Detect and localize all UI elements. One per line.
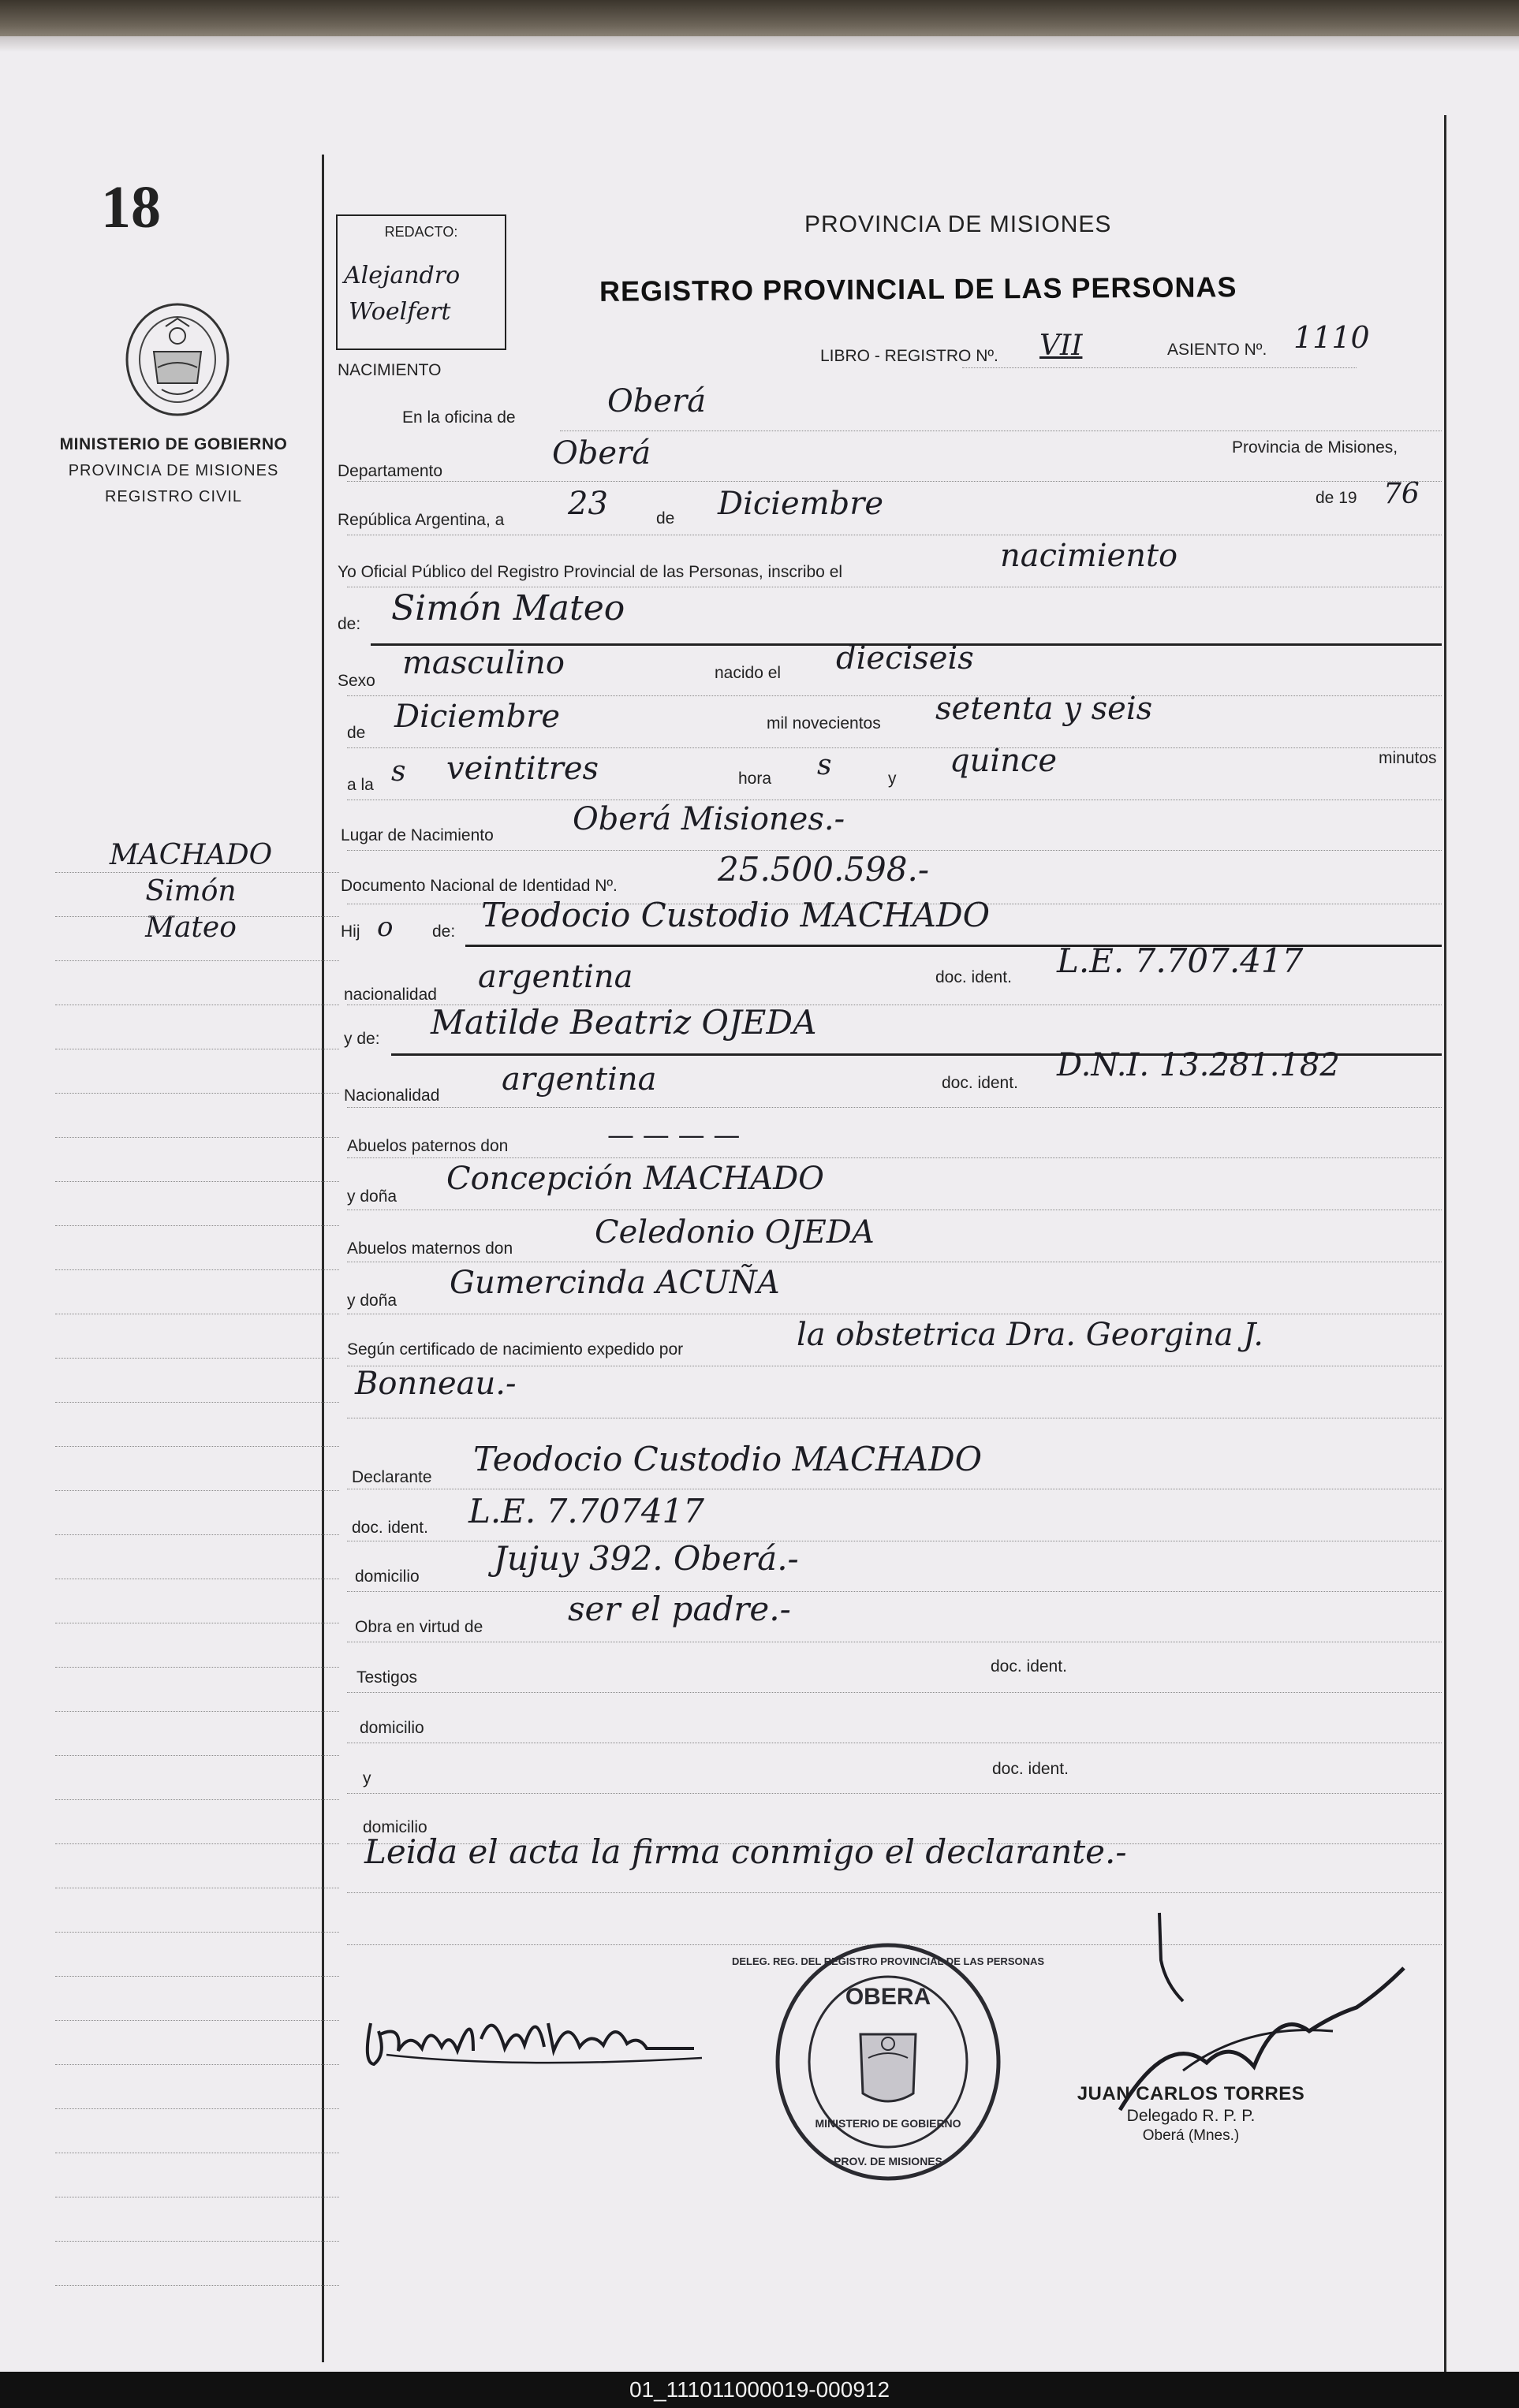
scan-top-edge: [0, 0, 1519, 36]
sexo-value: masculino: [402, 645, 565, 681]
doc-ident-madre-label: doc. ident.: [942, 1074, 1018, 1092]
margin-first-name: Simón: [145, 875, 237, 908]
hijo-de-label: de:: [432, 923, 456, 941]
abuelos-maternos-label: Abuelos maternos don: [347, 1239, 513, 1258]
nacido-label: nacido el: [715, 664, 782, 682]
inscribe-value: nacimiento: [1000, 538, 1178, 574]
margin-ruled-line: [55, 1755, 339, 1756]
delegado-city: Oberá (Mnes.): [1142, 2127, 1240, 2144]
abuela-paterna-value: Concepción MACHADO: [446, 1161, 824, 1197]
lugar-label: Lugar de Nacimiento: [341, 826, 494, 844]
margin-divider-line: [322, 155, 324, 2362]
documento-label: Documento Nacional de Identidad Nº.: [341, 877, 618, 895]
hijo-suffix-value: o: [377, 911, 394, 943]
ruled-line: [347, 1892, 1442, 1893]
ruled-line: [347, 1107, 1442, 1108]
mil-label: mil novecientos: [767, 714, 881, 732]
a-la-value: veintitres: [446, 751, 599, 787]
minutos-label: minutos: [1379, 749, 1437, 767]
margin-ruled-line: [55, 916, 339, 917]
republica-label: República Argentina, a: [338, 511, 505, 529]
declarant-signature-icon: [355, 1976, 718, 2078]
certificado-continuation-value: Bonneau.-: [355, 1366, 517, 1402]
header-province: PROVINCIA DE MISIONES: [804, 211, 1112, 237]
declarante-domicilio-value: Jujuy 392. Oberá.-: [494, 1539, 799, 1578]
de-label: de: [656, 509, 675, 527]
dia-value: 23: [568, 486, 608, 522]
ruled-line: [347, 1157, 1442, 1158]
ruled-line: [347, 747, 1442, 748]
margin-ruled-line: [55, 1932, 339, 1933]
ministry-block: [55, 435, 292, 506]
y-de-label: y de:: [344, 1030, 380, 1048]
hora-value: s: [817, 749, 832, 781]
asiento-label: ASIENTO Nº.: [1167, 341, 1267, 359]
ministry-registry: REGISTRO CIVIL: [104, 488, 243, 505]
ruled-line: [347, 1692, 1442, 1693]
testigos-domicilio-label: domicilio: [360, 1719, 424, 1737]
y-label: y: [888, 770, 897, 788]
margin-ruled-line: [55, 1358, 339, 1359]
segun-label: Según certificado de nacimiento expedido por: [347, 1340, 684, 1359]
y-testigo-label: y: [363, 1769, 371, 1787]
margin-ruled-line: [55, 872, 339, 873]
de-year-label: de 19: [1316, 489, 1357, 507]
abuelos-paternos-value: — — — —: [607, 1120, 741, 1151]
ruled-line: [347, 1591, 1442, 1592]
certificado-value: la obstetrica Dra. Georgina J.: [797, 1317, 1263, 1353]
nombre-value: Simón Mateo: [391, 588, 625, 628]
document-page: [0, 36, 1519, 2372]
margin-ruled-line: [55, 1843, 339, 1844]
y-dona-label: y doña: [347, 1187, 397, 1206]
declarante-value: Teodocio Custodio MACHADO: [473, 1440, 983, 1478]
margin-ruled-line: [55, 1711, 339, 1712]
a-la-label: a la: [347, 776, 374, 794]
nacido-dia-value: dieciseis: [836, 640, 974, 677]
a-la-prefix-value: s: [391, 755, 406, 788]
ruled-line: [347, 695, 1442, 696]
margin-ruled-line: [55, 1534, 339, 1535]
margin-ruled-line: [55, 2020, 339, 2021]
madre-value: Matilde Beatriz OJEDA: [431, 1003, 817, 1042]
delegado-block: [1041, 2083, 1341, 2145]
provincia-label: Provincia de Misiones,: [1232, 438, 1398, 457]
libro-value: VII: [1039, 330, 1083, 362]
de-month-label: de: [347, 724, 366, 742]
nacido-anio-value: setenta y seis: [935, 691, 1153, 727]
margin-middle-name: Mateo: [145, 911, 237, 944]
abuelos-paternos-label: Abuelos paternos don: [347, 1137, 509, 1155]
obra-label: Obra en virtud de: [355, 1618, 483, 1636]
abuelo-materno-value: Celedonio OJEDA: [595, 1214, 875, 1251]
stamp-inner-text: MINISTERIO DE GOBIERNO: [815, 2117, 961, 2130]
testigo2-domicilio-label: domicilio: [363, 1818, 427, 1836]
oficial-label: Yo Oficial Público del Registro Provincial de las Personas, inscribo el: [338, 563, 843, 581]
nacionalidad-label: nacionalidad: [344, 986, 437, 1004]
mes-value: Diciembre: [718, 486, 884, 522]
obra-value: ser el padre.-: [568, 1590, 791, 1628]
margin-ruled-line: [55, 2108, 339, 2109]
margin-ruled-line: [55, 960, 339, 961]
scan-footer-code: 01_111011000019-000912: [0, 2372, 1519, 2408]
abuela-materna-value: Gumercinda ACUÑA: [450, 1265, 780, 1301]
margin-ruled-line: [55, 1402, 339, 1403]
dni-value: 25.500.598.-: [718, 850, 930, 889]
margin-surname: MACHADO: [109, 839, 273, 871]
page-edge-shadow: [0, 36, 1519, 52]
anio-value: 76: [1383, 478, 1420, 510]
provincial-coat-of-arms-icon: [118, 295, 237, 421]
departamento-label: Departamento: [338, 462, 443, 480]
y-dona-materna-label: y doña: [347, 1292, 397, 1310]
stamp-bottom-text: PROV. DE MISIONES: [834, 2155, 942, 2168]
testigos-label: Testigos: [356, 1668, 418, 1687]
margin-ruled-line: [55, 1490, 339, 1491]
margin-annotation: [73, 837, 309, 946]
ministry-province: PROVINCIA DE MISIONES: [68, 462, 279, 479]
madre-nacionalidad-value: argentina: [502, 1061, 657, 1098]
libro-label: LIBRO - REGISTRO Nº.: [820, 347, 998, 365]
margin-ruled-line: [55, 1093, 339, 1094]
margin-ruled-line: [55, 1799, 339, 1800]
margin-ruled-line: [55, 1225, 339, 1226]
padre-value: Teodocio Custodio MACHADO: [481, 896, 991, 934]
margin-ruled-line: [55, 1976, 339, 1977]
padre-nacionalidad-value: argentina: [478, 959, 633, 995]
margin-ruled-line: [55, 1137, 339, 1138]
margin-ruled-line: [55, 1667, 339, 1668]
nacionalidad-madre-label: Nacionalidad: [344, 1087, 440, 1105]
delegado-name: JUAN CARLOS TORRES: [1077, 2083, 1305, 2104]
stamp-ring-text: DELEG. REG. DEL REGISTRO PROVINCIAL DE LAS PERSONAS: [731, 1955, 1045, 1967]
de-colon-label: de:: [338, 615, 361, 633]
testigo2-doc-ident-label: doc. ident.: [992, 1760, 1069, 1778]
redacto-box: [336, 214, 506, 350]
margin-ruled-line: [55, 2241, 339, 2242]
official-stamp-icon: [731, 1940, 1045, 2184]
hora-label: hora: [738, 770, 772, 788]
lugar-value: Oberá Misiones.-: [573, 801, 845, 837]
ruled-line: [347, 481, 1442, 482]
oficina-value: Oberá: [607, 383, 707, 419]
stamp-center-text: OBERA: [845, 1984, 931, 2010]
ruled-line: [347, 1793, 1442, 1794]
declarante-label: Declarante: [352, 1468, 432, 1486]
sexo-label: Sexo: [338, 672, 375, 690]
margin-ruled-line: [55, 1269, 339, 1270]
margin-ruled-line: [55, 2064, 339, 2065]
margin-ruled-line: [55, 1446, 339, 1447]
page-number: 18: [101, 174, 161, 240]
declarante-doc-value: L.E. 7.707417: [468, 1492, 705, 1530]
nacido-mes-value: Diciembre: [394, 699, 561, 735]
departamento-value: Oberá: [552, 435, 651, 472]
doc-ident-label: doc. ident.: [935, 968, 1012, 986]
ministry-name: MINISTERIO DE GOBIERNO: [59, 435, 288, 453]
header-title: REGISTRO PROVINCIAL DE LAS PERSONAS: [599, 270, 1237, 308]
closing-statement: Leida el acta la firma conmigo el declarante.-: [364, 1832, 1127, 1871]
redacto-name-last: Woelfert: [349, 298, 451, 326]
testigos-doc-ident-label: doc. ident.: [991, 1657, 1067, 1676]
margin-ruled-line: [55, 1181, 339, 1182]
padre-doc-value: L.E. 7.707.417: [1057, 941, 1304, 980]
domicilio-label: domicilio: [355, 1567, 420, 1586]
asiento-value: 1110: [1293, 320, 1370, 355]
margin-ruled-line: [55, 2285, 339, 2286]
declarante-doc-label: doc. ident.: [352, 1519, 428, 1537]
ruled-line: [962, 367, 1357, 368]
hijo-label: Hij: [341, 923, 360, 941]
madre-doc-value: D.N.I. 13.281.182: [1057, 1047, 1340, 1083]
delegado-role: Delegado R. P. P.: [1126, 2107, 1256, 2125]
act-type: NACIMIENTO: [338, 361, 442, 379]
minutos-value: quince: [950, 743, 1057, 779]
redacto-label: REDACTO:: [384, 224, 458, 240]
oficina-label: En la oficina de: [402, 408, 516, 427]
right-frame-line: [1444, 115, 1446, 2378]
redacto-name-first: Alejandro: [344, 262, 461, 289]
